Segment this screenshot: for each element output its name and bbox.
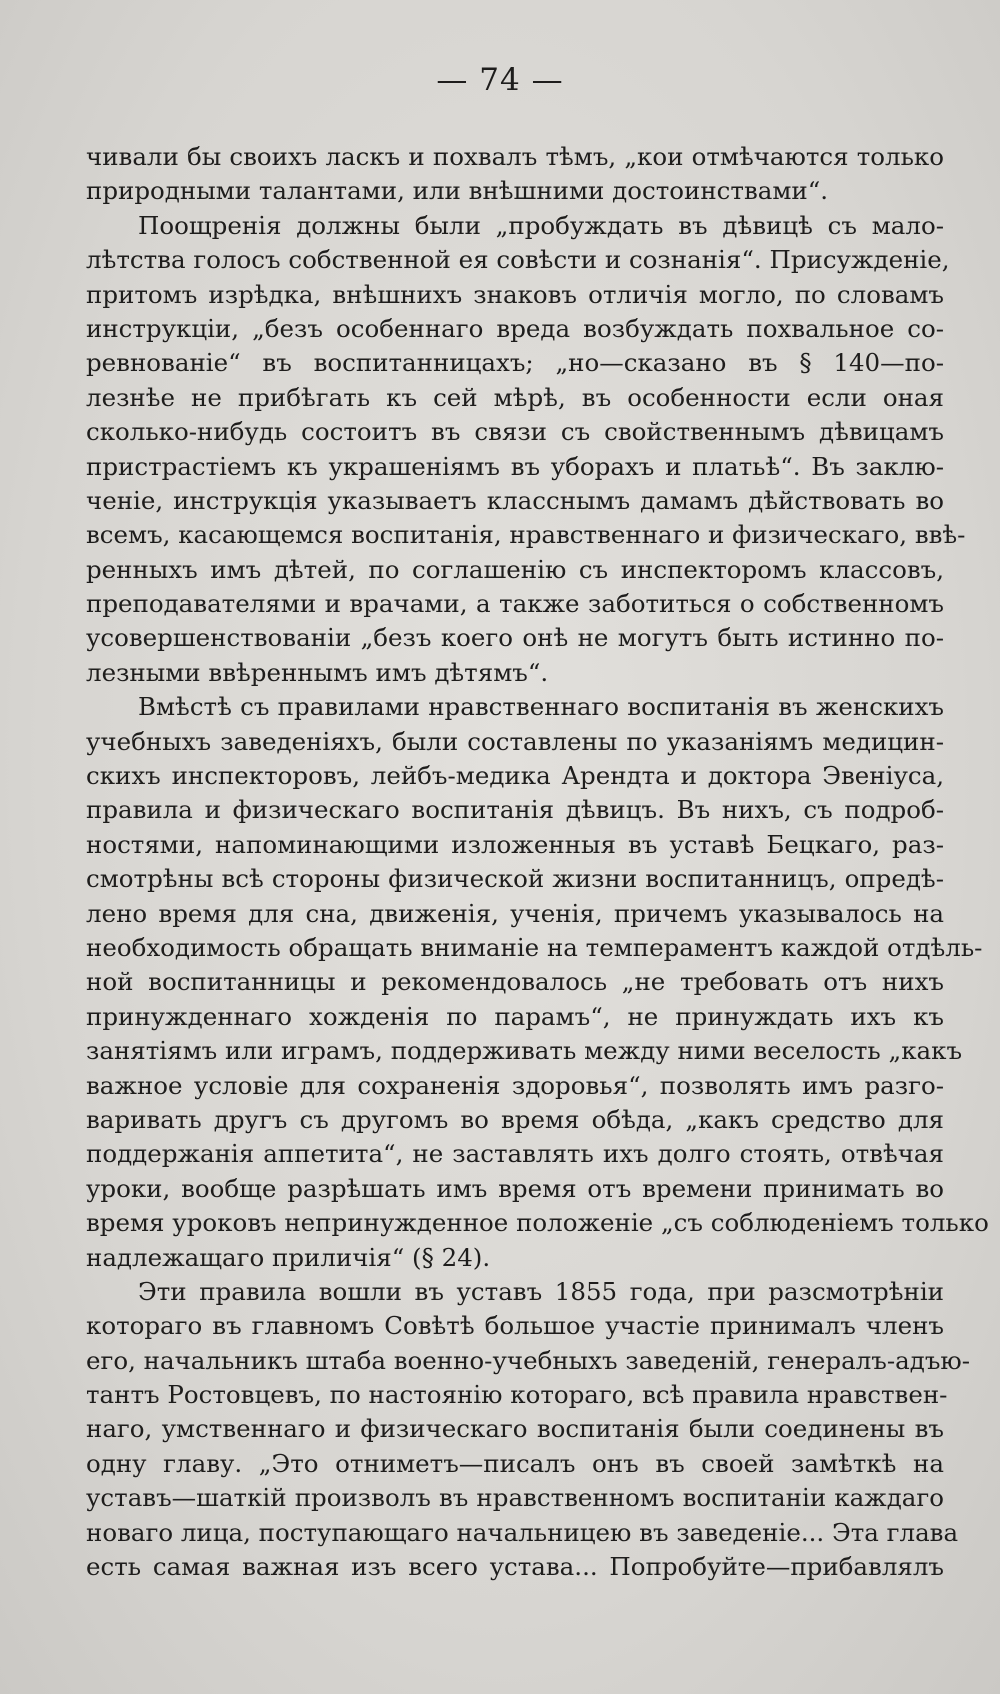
text-line: тантъ Ростовцевъ, по настоянію котораго, всѣ правила нравствен-: [86, 1380, 948, 1410]
text-line: природными талантами, или внѣшними достоинствами“.: [86, 176, 829, 206]
text-line: сколько-нибудь состоитъ въ связи съ свойственнымъ дѣвицамъ: [86, 417, 944, 447]
text-line: важное условіе для сохраненія здоровья“, позволять имъ разго-: [86, 1070, 944, 1100]
text-line: Поощренія должны были „пробуждать въ дѣвицѣ съ мало-: [138, 210, 944, 240]
text-line: наго, умственнаго и физическаго воспитанія были соединены въ: [86, 1414, 944, 1444]
text-line: смотрѣны всѣ стороны физической жизни воспитанницъ, опредѣ-: [86, 864, 944, 894]
text-line: варивать другъ съ другомъ во время обѣда, „какъ средство для: [86, 1104, 944, 1134]
text-line: пристрастіемъ къ украшеніямъ въ уборахъ и платьѣ“. Въ заклю-: [86, 451, 944, 481]
body-text: [86, 140, 989, 1584]
text-line: надлежащаго приличія“ (§ 24).: [86, 1242, 491, 1272]
text-line: преподавателями и врачами, а также заботиться о собственномъ: [86, 589, 944, 619]
text-line: новаго лица, поступающаго начальницею въ заведеніе... Эта глава: [86, 1517, 959, 1547]
text-line: инструкціи, „безъ особеннаго вреда возбуждать похвальное со-: [86, 313, 944, 343]
text-line: принужденнаго хожденія по парамъ“, не принуждать ихъ къ: [86, 1001, 944, 1031]
text-line: одну главу. „Это отниметъ—писалъ онъ въ своей замѣткѣ на: [86, 1448, 944, 1478]
text-line: есть самая важная изъ всего устава... Попробуйте—прибавлялъ: [86, 1552, 944, 1582]
text-line: лѣтства голосъ собственной ея совѣсти и сознанія“. Присужденіе,: [86, 245, 950, 275]
text-line: ностями, напоминающими изложенныя въ уставѣ Бецкаго, раз-: [86, 829, 944, 859]
text-line: ренныхъ имъ дѣтей, по соглашенію съ инспекторомъ классовъ,: [86, 554, 944, 584]
text-line: его, начальникъ штаба военно-учебныхъ заведеній, генералъ-адъю-: [86, 1345, 971, 1375]
text-line: чивали бы своихъ ласкъ и похвалъ тѣмъ, „кои отмѣчаются только: [86, 142, 944, 171]
text-line: котораго въ главномъ Совѣтѣ большое участіе принималъ членъ: [86, 1311, 944, 1341]
text-line: лезнѣе не прибѣгать къ сей мѣрѣ, въ особенности если оная: [86, 382, 944, 412]
text-line: усовершенствованіи „безъ коего онѣ не могутъ быть истинно по-: [86, 623, 944, 653]
text-line: занятіямъ или играмъ, поддерживать между ними веселость „какъ: [86, 1036, 963, 1066]
text-line: притомъ изрѣдка, внѣшнихъ знаковъ отличія могло, по словамъ: [86, 279, 944, 309]
text-line: Эти правила вошли въ уставъ 1855 года, при разсмотрѣніи: [138, 1276, 944, 1306]
text-line: ревнованіе“ въ воспитанницахъ; „но—сказано въ § 140—по-: [86, 348, 944, 378]
text-line: уроки, вообще разрѣшать имъ время отъ времени принимать во: [86, 1173, 944, 1203]
text-line: поддержанія аппетита“, не заставлять ихъ долго стоять, отвѣчая: [86, 1139, 944, 1169]
text-line: Вмѣстѣ съ правилами нравственнаго воспитанія въ женскихъ: [138, 692, 944, 722]
text-line: правила и физическаго воспитанія дѣвицъ. Въ нихъ, съ подроб-: [86, 795, 944, 825]
text-line: учебныхъ заведеніяхъ, были составлены по указаніямъ медицин-: [86, 726, 944, 756]
text-line: ченіе, инструкція указываетъ класснымъ дамамъ дѣйствовать во: [86, 485, 944, 515]
text-line: необходимость обращать вниманіе на темпераментъ каждой отдѣль-: [86, 932, 983, 962]
text-line: ной воспитанницы и рекомендовалось „не требовать отъ нихъ: [86, 967, 944, 997]
text-line: лезными ввѣреннымъ имъ дѣтямъ“.: [86, 657, 549, 687]
text-line: всемъ, касающемся воспитанія, нравственнаго и физическаго, ввѣ-: [86, 520, 966, 550]
text-line: время уроковъ непринужденное положеніе „съ соблюденіемъ только: [86, 1208, 989, 1238]
text-line: уставъ—шаткій произволъ въ нравственномъ воспитаніи каждаго: [86, 1483, 944, 1513]
text-line: скихъ инспекторовъ, лейбъ-медика Арендта и доктора Эвеніуса,: [86, 761, 944, 791]
text-line: лено время для сна, движенія, ученія, причемъ указывалось на: [86, 898, 944, 928]
page-number: — 74 —: [436, 62, 564, 98]
